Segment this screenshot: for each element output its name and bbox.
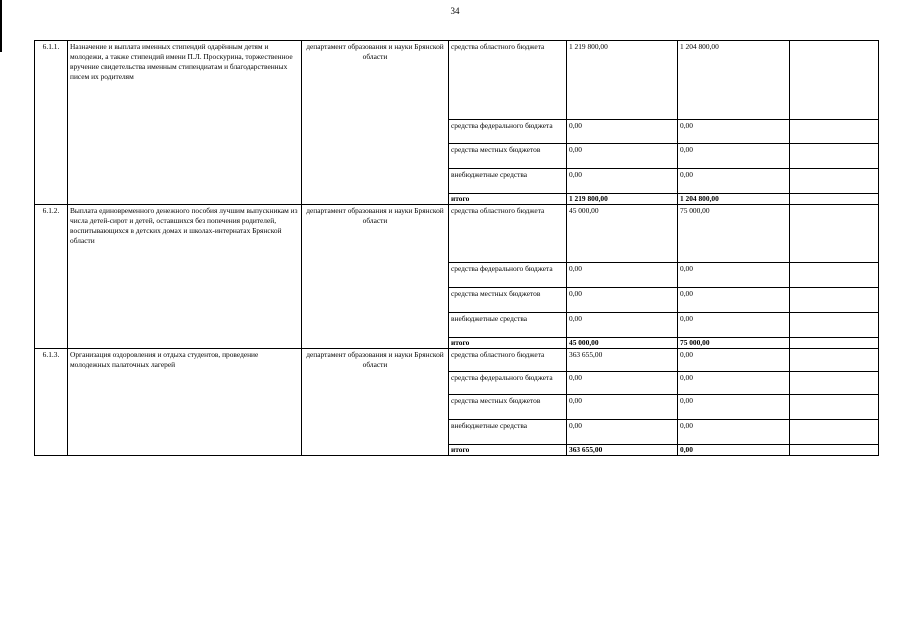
source-value-1: 0,00 (567, 313, 678, 338)
source-label: средства местных бюджетов (449, 144, 567, 169)
source-value-2: 0,00 (678, 263, 790, 288)
total-label: итого (449, 194, 567, 205)
source-value-3 (790, 205, 879, 263)
source-label: внебюджетные средства (449, 169, 567, 194)
source-value-2: 75 000,00 (678, 205, 790, 263)
total-value-1: 363 655,00 (567, 445, 678, 456)
source-value-1: 0,00 (567, 169, 678, 194)
source-value-3 (790, 144, 879, 169)
item-name: Организация оздоровления и отдыха студентов, проведение молодежных палаточных лагерей (68, 349, 302, 456)
source-value-3 (790, 395, 879, 420)
total-value-2: 0,00 (678, 445, 790, 456)
total-value-3 (790, 445, 879, 456)
item-name: Выплата единовременного денежного пособия лучшим выпускникам из числа детей-сирот и детей, оставшихся без попечения родителей, воспитывающихся в детских домах и школах-интернатах Брянской области (68, 205, 302, 349)
item-number: 6.1.3. (35, 349, 68, 456)
source-value-1: 45 000,00 (567, 205, 678, 263)
source-value-1: 0,00 (567, 395, 678, 420)
total-value-3 (790, 338, 879, 349)
source-value-3 (790, 349, 879, 372)
total-value-3 (790, 194, 879, 205)
source-label: внебюджетные средства (449, 420, 567, 445)
source-value-2: 0,00 (678, 144, 790, 169)
table-row (35, 205, 879, 263)
source-value-1: 0,00 (567, 288, 678, 313)
source-value-1: 0,00 (567, 120, 678, 144)
source-label: внебюджетные средства (449, 313, 567, 338)
item-number: 6.1.1. (35, 41, 68, 205)
total-value-1: 1 219 800,00 (567, 194, 678, 205)
source-value-2: 0,00 (678, 349, 790, 372)
total-value-2: 1 204 800,00 (678, 194, 790, 205)
source-label: средства местных бюджетов (449, 288, 567, 313)
source-label: средства областного бюджета (449, 205, 567, 263)
source-label: средства федерального бюджета (449, 263, 567, 288)
source-value-3 (790, 169, 879, 194)
source-value-1: 0,00 (567, 420, 678, 445)
source-value-2: 0,00 (678, 313, 790, 338)
source-value-2: 0,00 (678, 372, 790, 395)
source-value-2: 0,00 (678, 420, 790, 445)
budget-table (34, 40, 879, 456)
item-responsible: департамент образования и науки Брянской области (302, 41, 449, 205)
source-value-2: 0,00 (678, 288, 790, 313)
source-value-2: 0,00 (678, 169, 790, 194)
source-value-3 (790, 313, 879, 338)
source-value-3 (790, 120, 879, 144)
source-value-3 (790, 263, 879, 288)
source-value-1: 0,00 (567, 372, 678, 395)
page-edge-mark (0, 0, 2, 52)
total-label: итого (449, 338, 567, 349)
source-value-1: 0,00 (567, 263, 678, 288)
source-value-1: 0,00 (567, 144, 678, 169)
item-responsible: департамент образования и науки Брянской области (302, 349, 449, 456)
source-value-1: 363 655,00 (567, 349, 678, 372)
item-name: Назначение и выплата именных стипендий одарённым детям и молодежи, а также стипендий имени П.Л. Проскурина, торжественное вручение свидетельства именным стипендиатам и благодарственных писем их родителям (68, 41, 302, 205)
source-label: средства областного бюджета (449, 41, 567, 120)
source-value-3 (790, 288, 879, 313)
item-responsible: департамент образования и науки Брянской области (302, 205, 449, 349)
source-label: средства федерального бюджета (449, 120, 567, 144)
table-row (35, 349, 879, 372)
source-value-3 (790, 41, 879, 120)
source-value-3 (790, 420, 879, 445)
total-value-1: 45 000,00 (567, 338, 678, 349)
page-number: 34 (450, 6, 460, 16)
source-value-1: 1 219 800,00 (567, 41, 678, 120)
total-label: итого (449, 445, 567, 456)
table-row (35, 41, 879, 120)
source-value-3 (790, 372, 879, 395)
source-label: средства областного бюджета (449, 349, 567, 372)
source-value-2: 1 204 800,00 (678, 41, 790, 120)
source-value-2: 0,00 (678, 395, 790, 420)
source-label: средства федерального бюджета (449, 372, 567, 395)
source-value-2: 0,00 (678, 120, 790, 144)
total-value-2: 75 000,00 (678, 338, 790, 349)
source-label: средства местных бюджетов (449, 395, 567, 420)
item-number: 6.1.2. (35, 205, 68, 349)
